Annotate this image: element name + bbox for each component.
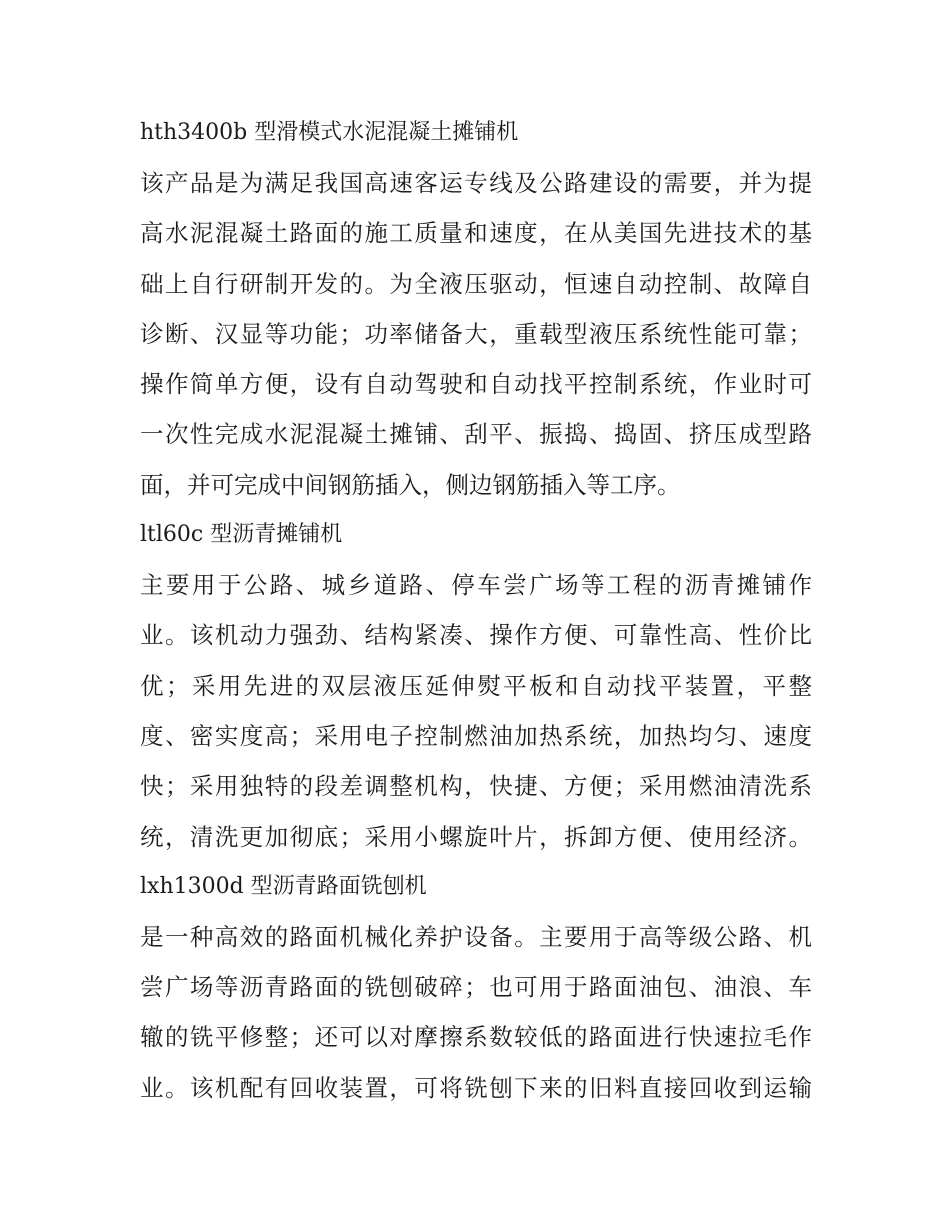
- body-line: 操作简单方便，设有自动驾驶和自动找平控制系统，作业时可: [140, 370, 812, 399]
- section-body-ltl60c: [140, 560, 812, 862]
- document-page: [140, 108, 812, 1113]
- body-line: 尝广场等沥青路面的铣刨破碎；也可用于路面油包、油浪、车: [140, 973, 812, 1002]
- body-line: 业。该机动力强劲、结构紧凑、操作方便、可靠性高、性价比: [140, 621, 812, 650]
- body-line: 面，并可完成中间钢筋插入，侧边钢筋插入等工序。: [140, 470, 681, 499]
- body-line: 主要用于公路、城乡道路、停车尝广场等工程的沥青摊铺作: [140, 571, 812, 600]
- section-title-hth3400b: hth3400b 型滑模式水泥混凝土摊铺机: [140, 120, 519, 145]
- body-line: 是一种高效的路面机械化养护设备。主要用于高等级公路、机: [140, 922, 812, 951]
- body-line: 业。该机配有回收装置，可将铣刨下来的旧料直接回收到运输: [140, 1073, 812, 1102]
- body-line: 度、密实度高；采用电子控制燃油加热系统，加热均匀、速度: [140, 721, 812, 750]
- section-body-lxh1300d: [140, 912, 812, 1113]
- body-line: 一次性完成水泥混凝土摊铺、刮平、振捣、捣固、挤压成型路: [140, 420, 812, 449]
- body-line: 优；采用先进的双层液压延伸熨平板和自动找平装置，平整: [140, 671, 812, 700]
- body-line: 础上自行研制开发的。为全液压驱动，恒速自动控制、故障自: [140, 269, 812, 298]
- body-line: 高水泥混凝土路面的施工质量和速度，在从美国先进技术的基: [140, 219, 812, 248]
- section-body-hth3400b: [140, 158, 812, 510]
- body-line: 该产品是为满足我国高速客运专线及公路建设的需要，并为提: [140, 169, 812, 197]
- body-line: 辙的铣平修整；还可以对摩擦系数较低的路面进行快速拉毛作: [140, 1023, 812, 1052]
- body-line: 统，清洗更加彻底；采用小螺旋叶片，拆卸方便、使用经济。: [140, 822, 812, 851]
- body-line: 快；采用独特的段差调整机构，快捷、方便；采用燃油清洗系: [140, 772, 812, 801]
- section-title-lxh1300d: lxh1300d 型沥青路面铣刨机: [140, 873, 427, 899]
- section-title-ltl60c: ltl60c 型沥青摊铺机: [140, 522, 343, 548]
- body-line: 诊断、汉显等功能；功率储备大，重载型液压系统性能可靠；: [140, 319, 812, 348]
